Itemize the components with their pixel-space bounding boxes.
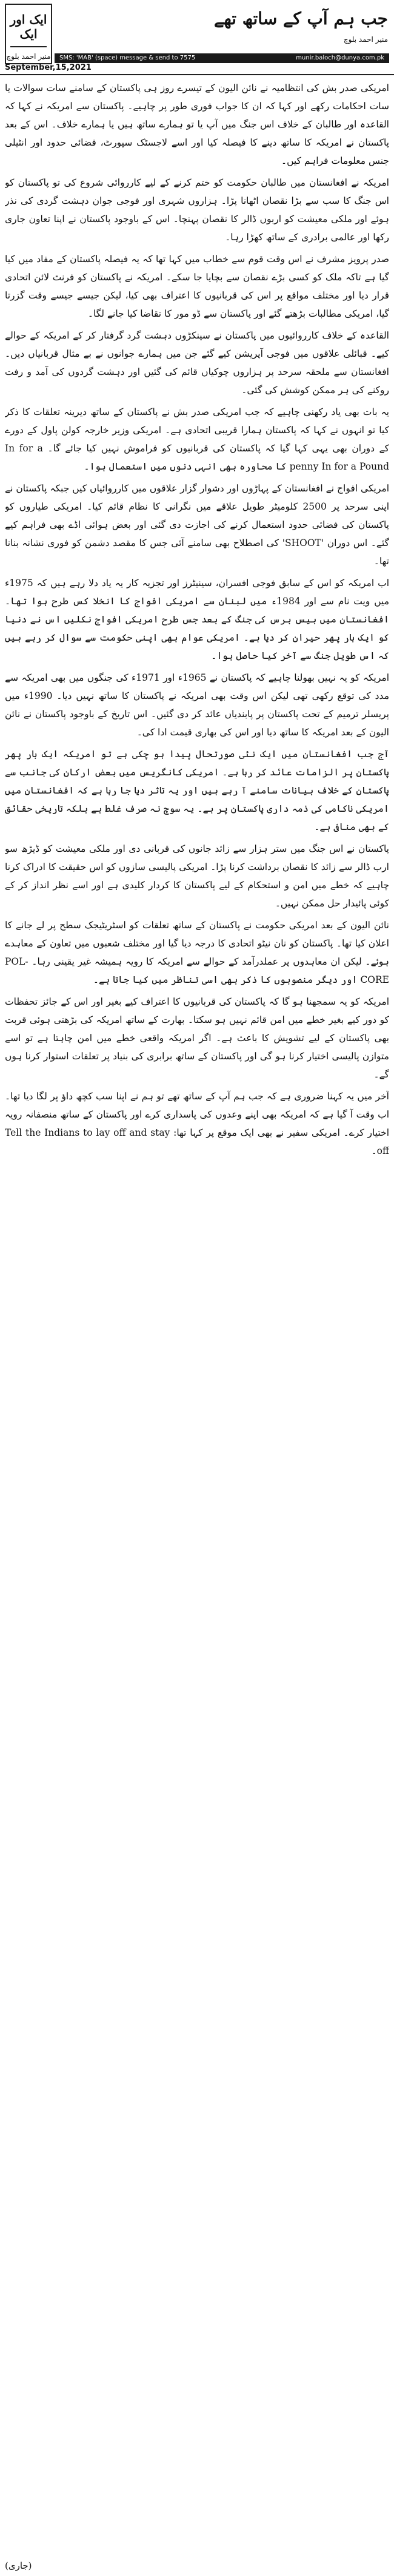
paragraph: امریکہ نے افغانستان میں طالبان حکومت کو ختم کرنے کے لیے کارروائی شروع کی تو پاکستان کو اس جنگ کا سب سے بڑا نقصان اٹھانا پڑا۔ ہزاروں شہری اور فوجی جوان دہشت گردی کی نذر ہوئے اور ملکی معیشت کو اربوں ڈالر کا نقصان پہنچا۔ اس کے باوجود پاکستان نے اپنا تعاون جاری رکھا اور عالمی برادری کے ساتھ کھڑا رہا۔ <box>5 177 389 243</box>
paragraph: صدر پرویز مشرف نے اس وقت قوم سے خطاب میں کہا تھا کہ یہ فیصلہ پاکستان کے مفاد میں کیا گیا ہے تاکہ ملک کو کسی بڑے نقصان سے بچایا جا سکے۔ امریکہ نے پاکستان کو فرنٹ لائن اتحادی قرار دیا اور مختلف مواقع پر اس کی قربانیوں کا اعتراف بھی کیا، لیکن جیسے جیسے وقت گزرتا گیا، امریکی مطالبات بڑھتے گئے اور پاکستان سے ڈو مور کا تقاضا کیا جانے لگا۔ <box>5 254 389 319</box>
paragraph: امریکی افواج نے افغانستان کے پہاڑوں اور دشوار گزار علاقوں میں کارروائیاں کیں جبکہ پاکستان نے اپنی سرحد پر 2500 کلومیٹر طویل علاقے میں نگرانی کا نظام قائم کیا۔ امریکی طیاروں کو پاکستان کی فضائی حدود استعمال کرنے کی اجازت دی گئی اور بعض ہوائی اڈے بھی فراہم کیے گئے۔ اس دوران 'SHOOT' کی اصطلاح بھی سامنے آئی جس کا مقصد دشمن کو فوری نشانہ بنانا تھا۔ <box>5 483 389 567</box>
contact-bar <box>55 53 389 63</box>
paragraph: امریکی صدر بش کی انتظامیہ نے نائن الیون کے تیسرے روز ہی پاکستان کے سامنے سات سوالات یا سات احکامات رکھے اور کہا کہ ان کا جواب فوری طور پر چاہیے۔ پاکستان سے امریکہ نے کہا کہ القاعدہ اور طالبان کے خلاف اس جنگ میں آپ یا تو ہمارے ساتھ ہیں یا ہمارے خلاف۔ اس کے بعد پاکستان نے امریکہ کا ساتھ دینے کا فیصلہ کیا اور اسے لاجسٹک سپورٹ، فضائی حدود اور انٹیلی جنس معلومات فراہم کیں۔ <box>5 83 389 166</box>
paragraph: آخر میں یہ کہنا ضروری ہے کہ جب ہم آپ کے ساتھ تھے تو ہم نے اپنا سب کچھ داؤ پر لگا دیا تھا۔ اب وقت آ گیا ہے کہ امریکہ بھی اپنے وعدوں کی پاسداری کرے اور پاکستان کے ساتھ منصفانہ رویہ اختیار کرے۔ امریکی سفیر نے بھی ایک موقع پر کہا تھا: Tell the Indians to lay off and stay off۔ <box>5 1091 389 1156</box>
paragraph: امریکہ کو یہ سمجھنا ہو گا کہ پاکستان کی قربانیوں کا اعتراف کیے بغیر اور اس کے جائز تحفظات کو دور کیے بغیر خطے میں امن قائم نہیں ہو سکتا۔ بھارت کے ساتھ امریکہ کی بڑھتی ہوئی قربت بھی پاکستان کے لیے تشویش کا باعث ہے۔ اگر امریکہ واقعی خطے میں امن چاہتا ہے تو اسے متوازن پالیسی اختیار کرنا ہو گی اور پاکستان کے ساتھ برابری کی بنیاد پر تعلقات استوار کرنا ہوں گے۔ <box>5 996 389 1080</box>
column-title: ایک اور ایک <box>10 12 47 41</box>
paragraph: امریکہ کو یہ نہیں بھولنا چاہیے کہ پاکستان نے 1965ء اور 1971ء کی جنگوں میں بھی امریکہ سے مدد کی توقع رکھی تھی لیکن اس وقت بھی امریکہ نے پاکستان کا ساتھ نہیں دیا۔ 1990ء میں پریسلر ترمیم کے تحت پاکستان پر پابندیاں عائد کر دی گئیں۔ اس تاریخ کے باوجود پاکستان نے نائن الیون کے بعد امریکہ کا ساتھ دیا اور اس کی بھاری قیمت ادا کی۔ <box>5 672 389 738</box>
author-byline: منیر احمد بلوچ <box>343 35 388 44</box>
author-email[interactable]: munir.baloch@dunya.com.pk <box>296 55 384 61</box>
paragraph: نائن الیون کے بعد امریکی حکومت نے پاکستان کے ساتھ تعلقات کو اسٹریٹیجک سطح پر لے جانے کا اعلان کیا تھا۔ پاکستان کو نان نیٹو اتحادی کا درجہ دیا گیا اور مختلف شعبوں میں تعاون کے معاہدے ہوئے۔ لیکن ان معاہدوں پر عملدرآمد کے حوالے سے امریکہ کا رویہ ہمیشہ غیر یقینی رہا۔ POL-CORE اور دیگر منصوبوں کا ذکر بھی اسی تناظر میں کیا جاتا ہے۔ <box>5 920 389 985</box>
column-header <box>0 0 394 73</box>
sms-instructions: SMS: 'MAB' (space) message & send to 7575 <box>59 55 196 61</box>
paragraph: القاعدہ کے خلاف کارروائیوں میں پاکستان نے سینکڑوں دہشت گرد گرفتار کر کے امریکہ کے حوالے کیے۔ قبائلی علاقوں میں فوجی آپریشن کیے گئے جن میں ہمارے جوانوں نے بے مثال قربانیاں دیں۔ افغانستان سے ملحقہ سرحد پر ہزاروں چوکیاں قائم کی گئیں اور دہشت گردوں کی آمد و رفت روکنے کی ہر ممکن کوشش کی گئی۔ <box>5 330 389 396</box>
continued-label: (جاری) <box>5 2560 32 2571</box>
publish-date: September,15,2021 <box>5 63 92 72</box>
paragraph: پاکستان نے اس جنگ میں ستر ہزار سے زائد جانوں کی قربانی دی اور ملکی معیشت کو ڈیڑھ سو ارب ڈالر سے زائد کا نقصان برداشت کرنا پڑا۔ امریکی پالیسی سازوں کو اس حقیقت کا ادراک کرنا چاہیے کہ خطے میں امن و استحکام کے لیے پاکستان کا کردار کلیدی ہے اور اسے نظر انداز کر کے کوئی پائیدار حل ممکن نہیں۔ <box>5 843 389 909</box>
column-logo <box>5 4 52 64</box>
article-headline: جب ہم آپ کے ساتھ تھے <box>213 8 388 29</box>
logo-divider <box>10 46 47 47</box>
paragraph: اب امریکہ کو اس کے سابق فوجی افسران، سینیٹرز اور تجزیہ کار یہ یاد دلا رہے ہیں کہ 1975ء میں ویت نام سے اور 1984ء میں لبنان سے امریکی افواج کا انخلا کس طرح ہوا تھا۔ افغانستان میں بیس برس کی جنگ کے بعد جس طرح امریکی افواج نکلیں اس نے دنیا کو ایک بار پھر حیران کر دیا ہے۔ امریکی عوام بھی اپنی حکومت سے سوال کر رہے ہیں کہ اس طویل جنگ سے آخر کیا حاصل ہوا۔ <box>5 578 389 661</box>
paragraph: یہ بات بھی یاد رکھنی چاہیے کہ جب امریکی صدر بش نے پاکستان کے ساتھ دیرینہ تعلقات کا ذکر کیا تو انہوں نے کہا کہ پاکستان ہمارا قریبی اتحادی ہے۔ امریکی وزیر خارجہ کولن پاول کے دورے کے دوران بھی یہی کہا گیا کہ پاکستان کی قربانیوں کو فراموش نہیں کیا جائے گا۔ In for a penny In for a Pound کا محاورہ بھی انہی دنوں میں استعمال ہوا۔ <box>5 406 389 472</box>
logo-author: منیر احمد بلوچ <box>6 52 51 61</box>
header-divider <box>0 74 394 75</box>
paragraph: آج جب افغانستان میں ایک نئی صورتحال پیدا ہو چکی ہے تو امریکہ ایک بار پھر پاکستان پر الزامات عائد کر رہا ہے۔ امریکی کانگریس میں بعض ارکان کی جانب سے پاکستان کے خلاف بیانات سامنے آ رہے ہیں اور یہ تاثر دیا جا رہا ہے کہ افغانستان میں امریکی ناکامی کی ذمہ داری پاکستان پر ہے۔ یہ سوچ نہ صرف غلط ہے بلکہ تاریخی حقائق کے بھی منافی ہے۔ <box>5 749 389 832</box>
article-body <box>5 79 389 2560</box>
